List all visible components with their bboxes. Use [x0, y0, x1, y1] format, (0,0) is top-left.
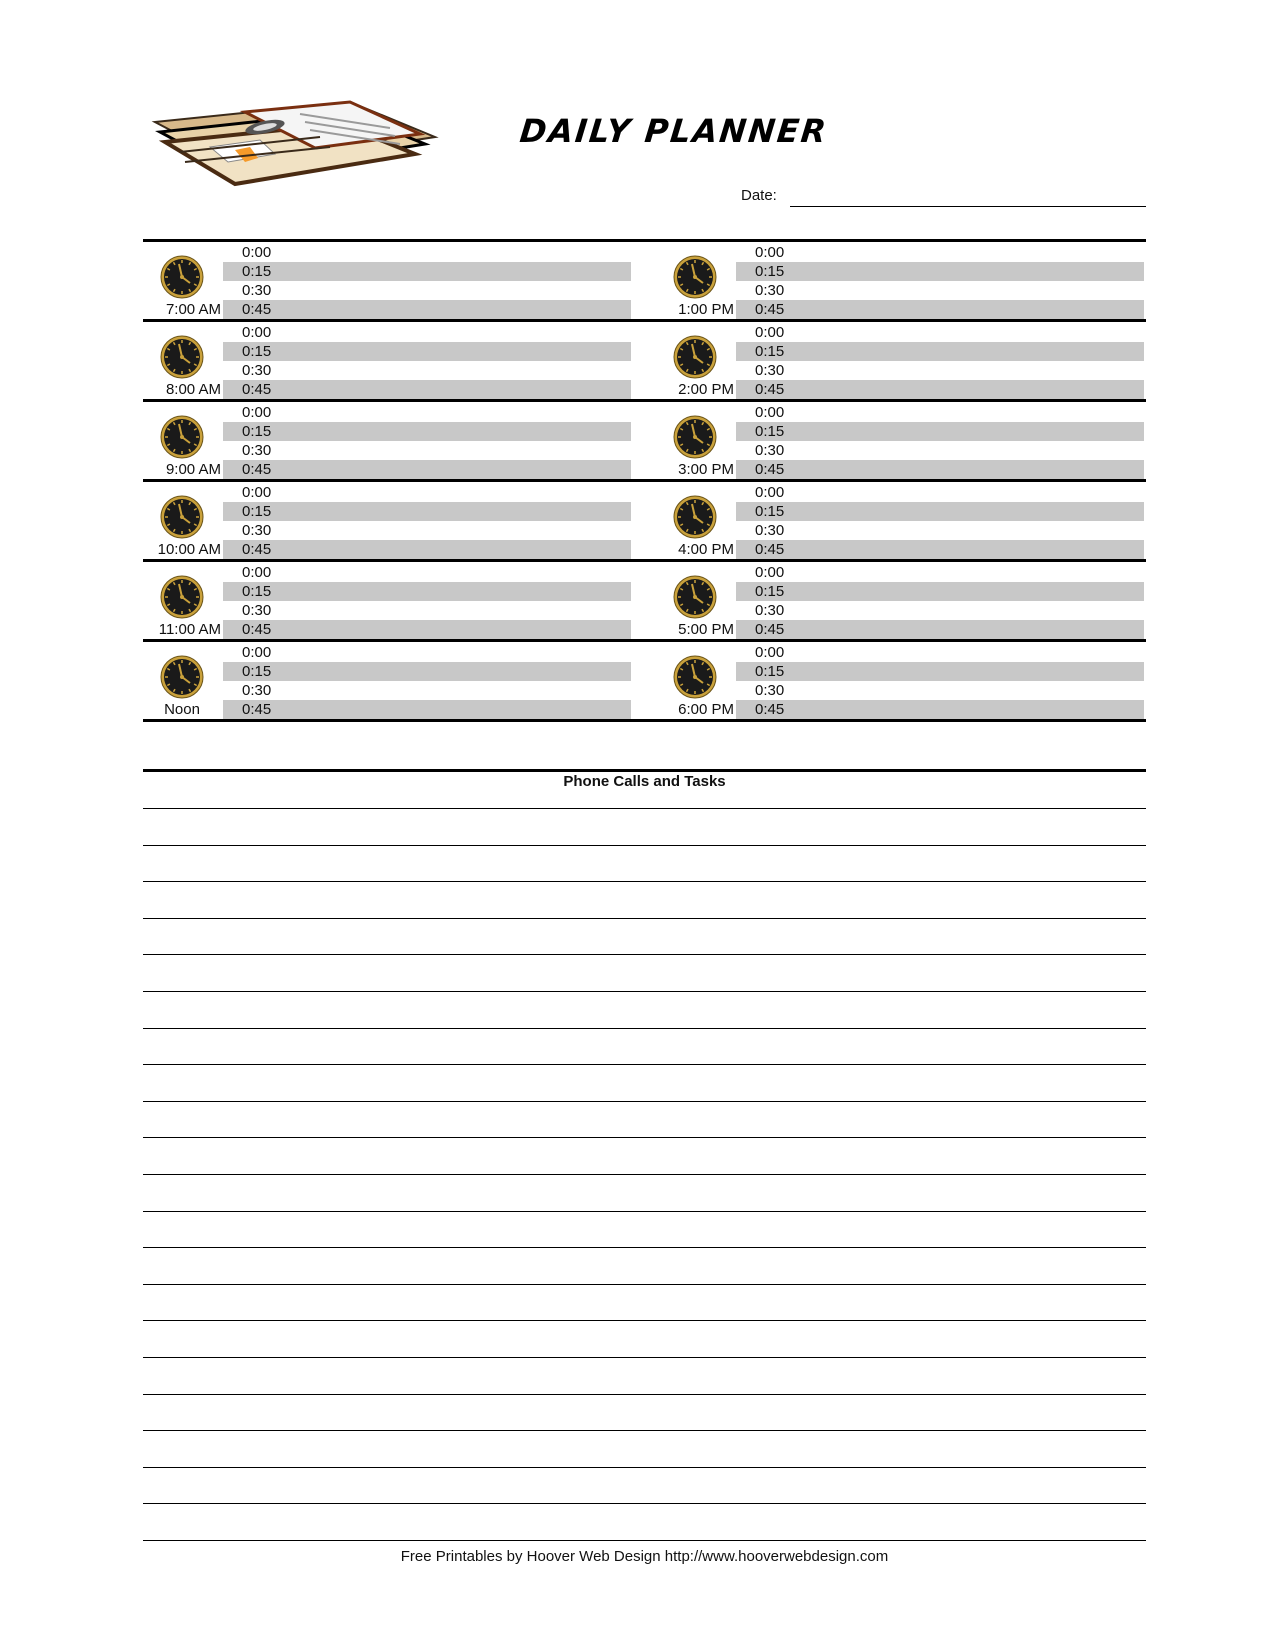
time-slot[interactable]	[736, 662, 1144, 681]
hour-label: Noon	[164, 701, 200, 718]
task-line[interactable]	[143, 991, 1146, 992]
time-slot[interactable]	[223, 281, 631, 300]
time-slot-label: 0:15	[242, 663, 272, 680]
time-slot-label: 0:15	[755, 263, 785, 280]
time-slot[interactable]	[223, 300, 631, 319]
clock-icon	[160, 335, 204, 379]
time-slot[interactable]	[736, 380, 1144, 399]
time-slot[interactable]	[736, 300, 1144, 319]
hour-label: 7:00 AM	[165, 301, 221, 318]
time-slot[interactable]	[223, 323, 631, 342]
time-slot-label: 0:00	[755, 564, 785, 581]
time-slot-label: 0:15	[242, 503, 272, 520]
time-slot[interactable]	[223, 403, 631, 422]
tasks-title: Phone Calls and Tasks	[563, 773, 726, 790]
time-slot[interactable]	[223, 563, 631, 582]
time-slot-label: 0:00	[755, 244, 785, 261]
clock-icon	[160, 415, 204, 459]
task-line[interactable]	[143, 1430, 1146, 1431]
task-line[interactable]	[143, 808, 1146, 809]
time-slot[interactable]	[223, 643, 631, 662]
hour-label: 10:00 AM	[157, 541, 221, 558]
time-slot[interactable]	[736, 483, 1144, 502]
clock-icon	[673, 495, 717, 539]
time-slot-label: 0:00	[242, 244, 272, 261]
time-slot-label: 0:45	[755, 301, 785, 318]
task-line[interactable]	[143, 918, 1146, 919]
time-slot-label: 0:30	[242, 682, 272, 699]
time-slot-label: 0:00	[755, 324, 785, 341]
time-slot[interactable]	[736, 243, 1144, 262]
time-slot-label: 0:30	[242, 522, 272, 539]
time-slot-label: 0:00	[755, 484, 785, 501]
time-slot-label: 0:15	[242, 423, 272, 440]
hour-block	[656, 402, 1136, 482]
time-slot[interactable]	[736, 700, 1144, 719]
time-slot[interactable]	[736, 422, 1144, 441]
time-slot-label: 0:45	[242, 381, 272, 398]
hour-label: 1:00 PM	[678, 301, 734, 318]
time-slot[interactable]	[223, 441, 631, 460]
hour-label: 2:00 PM	[678, 381, 734, 398]
time-slot[interactable]	[223, 620, 631, 639]
task-line[interactable]	[143, 845, 1146, 846]
clock-icon	[673, 335, 717, 379]
task-line[interactable]	[143, 1064, 1146, 1065]
time-slot-label: 0:15	[755, 583, 785, 600]
time-slot[interactable]	[223, 422, 631, 441]
time-slot-label: 0:30	[755, 602, 785, 619]
time-slot-label: 0:45	[242, 541, 272, 558]
clock-icon	[160, 495, 204, 539]
time-slot[interactable]	[223, 662, 631, 681]
time-slot-label: 0:15	[242, 583, 272, 600]
planner-logo-image	[150, 92, 440, 202]
time-slot-label: 0:15	[755, 343, 785, 360]
task-line[interactable]	[143, 1284, 1146, 1285]
time-slot[interactable]	[223, 361, 631, 380]
time-slot-label: 0:30	[242, 362, 272, 379]
clock-icon	[673, 255, 717, 299]
time-slot[interactable]	[223, 243, 631, 262]
hour-block	[656, 242, 1136, 322]
hour-block	[143, 402, 623, 482]
task-line[interactable]	[143, 1101, 1146, 1102]
time-slot-label: 0:15	[755, 423, 785, 440]
time-slot[interactable]	[223, 582, 631, 601]
task-line[interactable]	[143, 1540, 1146, 1541]
time-slot-label: 0:00	[242, 644, 272, 661]
hour-block	[143, 642, 623, 722]
time-slot[interactable]	[223, 262, 631, 281]
hour-block	[143, 562, 623, 642]
time-slot[interactable]	[736, 643, 1144, 662]
time-slot-label: 0:30	[755, 442, 785, 459]
time-slot-label: 0:00	[755, 644, 785, 661]
time-slot-label: 0:45	[242, 461, 272, 478]
time-slot-label: 0:30	[242, 282, 272, 299]
hour-label: 4:00 PM	[678, 541, 734, 558]
hour-label: 6:00 PM	[678, 701, 734, 718]
task-line[interactable]	[143, 1320, 1146, 1321]
task-line[interactable]	[143, 1467, 1146, 1468]
footer-credit: Free Printables by Hoover Web Design http://www.hooverwebdesign.com	[400, 1548, 889, 1565]
date-label: Date:	[741, 187, 777, 204]
time-slot-label: 0:45	[242, 701, 272, 718]
time-slot[interactable]	[736, 262, 1144, 281]
time-slot[interactable]	[736, 502, 1144, 521]
time-slot-label: 0:00	[242, 564, 272, 581]
time-slot-label: 0:30	[242, 602, 272, 619]
time-slot[interactable]	[223, 601, 631, 620]
time-slot[interactable]	[736, 681, 1144, 700]
time-slot-label: 0:00	[755, 404, 785, 421]
time-slot[interactable]	[223, 700, 631, 719]
task-line[interactable]	[143, 881, 1146, 882]
time-slot-label: 0:45	[755, 701, 785, 718]
hour-block	[656, 322, 1136, 402]
time-slot[interactable]	[223, 460, 631, 479]
time-slot[interactable]	[736, 601, 1144, 620]
hour-block	[143, 482, 623, 562]
time-slot-label: 0:15	[755, 663, 785, 680]
task-line[interactable]	[143, 1503, 1146, 1504]
time-slot-label: 0:30	[755, 282, 785, 299]
hour-block	[656, 562, 1136, 642]
time-slot-label: 0:45	[755, 621, 785, 638]
task-line[interactable]	[143, 1357, 1146, 1358]
hour-label: 8:00 AM	[165, 381, 221, 398]
hour-label: 11:00 AM	[158, 621, 221, 638]
time-slot-label: 0:30	[755, 362, 785, 379]
time-slot[interactable]	[736, 361, 1144, 380]
time-slot[interactable]	[223, 540, 631, 559]
hour-block	[656, 482, 1136, 562]
date-field-line[interactable]	[790, 206, 1146, 207]
time-slot[interactable]	[736, 521, 1144, 540]
time-slot-label: 0:15	[242, 263, 272, 280]
time-slot[interactable]	[223, 380, 631, 399]
time-slot[interactable]	[223, 502, 631, 521]
time-slot-label: 0:45	[242, 621, 272, 638]
time-slot-label: 0:45	[755, 541, 785, 558]
time-slot-label: 0:45	[755, 381, 785, 398]
time-slot[interactable]	[223, 342, 631, 361]
time-slot-label: 0:00	[242, 484, 272, 501]
time-slot-label: 0:00	[242, 404, 272, 421]
hour-block	[143, 242, 623, 322]
time-slot-label: 0:30	[242, 442, 272, 459]
time-slot[interactable]	[736, 403, 1144, 422]
time-slot[interactable]	[736, 582, 1144, 601]
task-line[interactable]	[143, 1247, 1146, 1248]
time-slot[interactable]	[736, 342, 1144, 361]
time-slot-label: 0:00	[242, 324, 272, 341]
clock-icon	[160, 255, 204, 299]
clock-icon	[160, 655, 204, 699]
time-slot-label: 0:45	[242, 301, 272, 318]
time-slot[interactable]	[736, 460, 1144, 479]
hour-label: 9:00 AM	[165, 461, 221, 478]
clock-icon	[673, 415, 717, 459]
task-line[interactable]	[143, 1137, 1146, 1138]
task-line[interactable]	[143, 1394, 1146, 1395]
hour-label: 3:00 PM	[678, 461, 734, 478]
time-slot[interactable]	[223, 521, 631, 540]
time-slot-label: 0:30	[755, 682, 785, 699]
hour-block	[656, 642, 1136, 722]
page-title: DAILY PLANNER	[518, 112, 830, 150]
time-slot[interactable]	[736, 620, 1144, 639]
time-slot-label: 0:15	[242, 343, 272, 360]
clock-icon	[673, 655, 717, 699]
hour-label: 5:00 PM	[678, 621, 734, 638]
hour-block	[143, 322, 623, 402]
task-line[interactable]	[143, 1028, 1146, 1029]
time-slot-label: 0:15	[755, 503, 785, 520]
clock-icon	[673, 575, 717, 619]
time-slot[interactable]	[223, 483, 631, 502]
task-line[interactable]	[143, 1211, 1146, 1212]
time-slot[interactable]	[736, 441, 1144, 460]
time-slot[interactable]	[223, 681, 631, 700]
time-slot-label: 0:30	[755, 522, 785, 539]
time-slot[interactable]	[736, 563, 1144, 582]
time-slot[interactable]	[736, 281, 1144, 300]
task-line[interactable]	[143, 954, 1146, 955]
clock-icon	[160, 575, 204, 619]
task-line[interactable]	[143, 1174, 1146, 1175]
time-slot[interactable]	[736, 323, 1144, 342]
time-slot-label: 0:45	[755, 461, 785, 478]
time-slot[interactable]	[736, 540, 1144, 559]
